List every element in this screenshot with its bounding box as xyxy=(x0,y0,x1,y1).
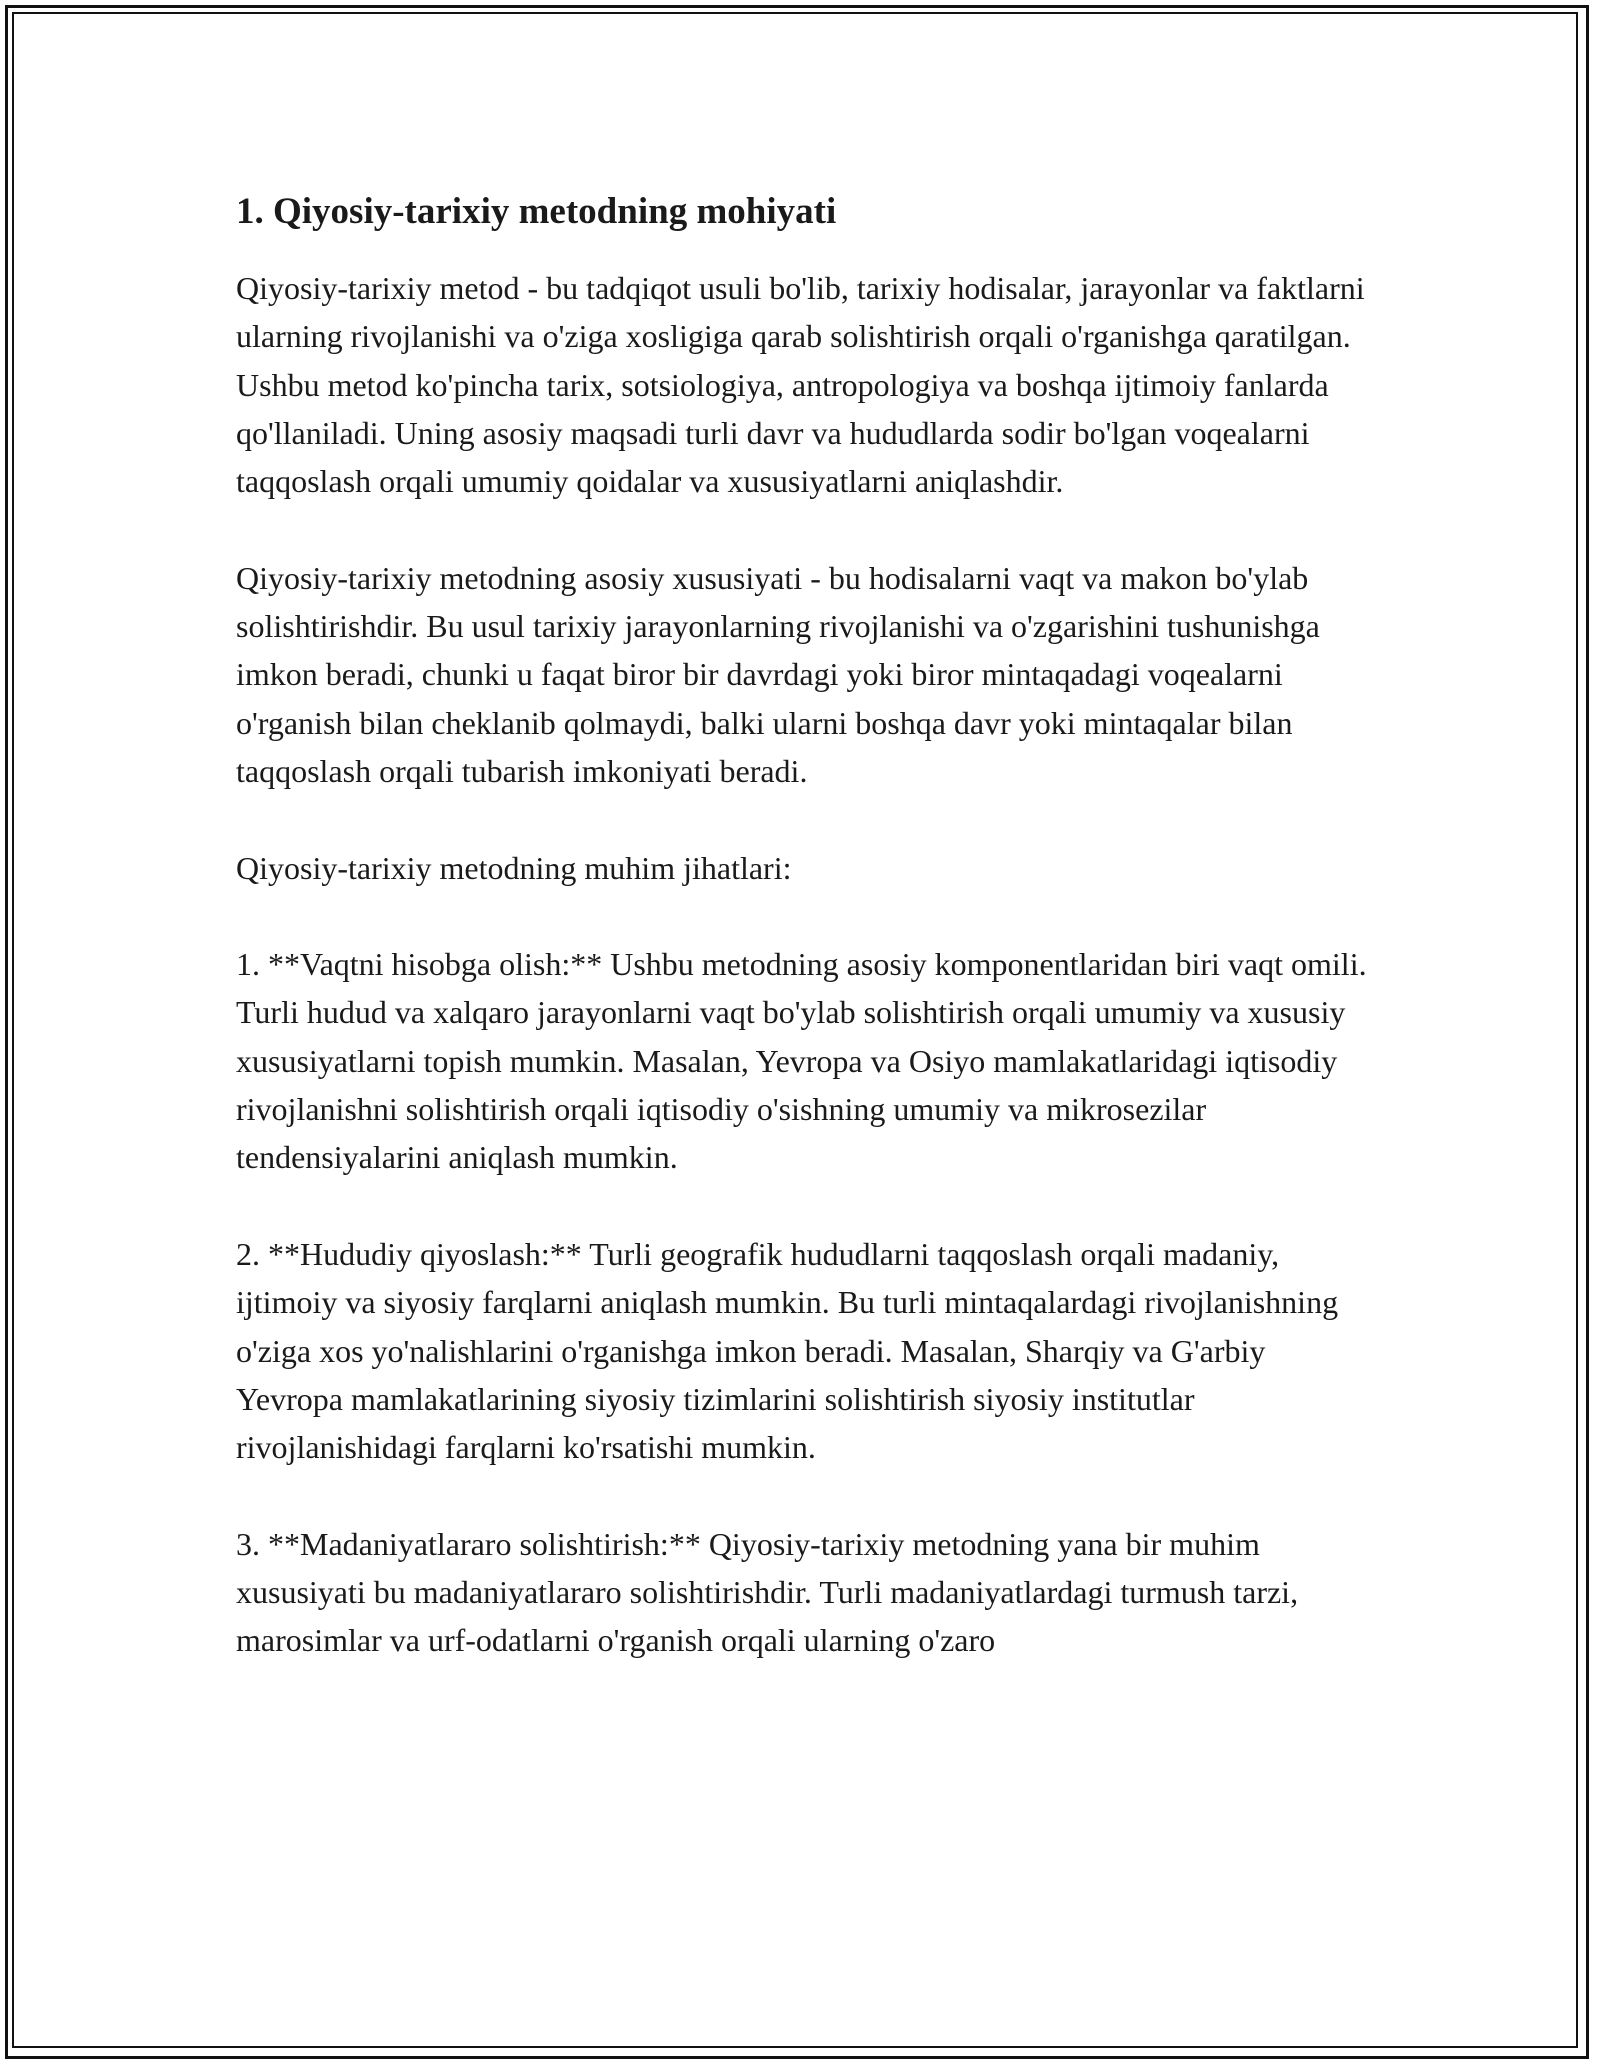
section-title: 1. Qiyosiy-tarixiy metodning mohiyati xyxy=(236,191,837,232)
document-body xyxy=(236,186,1376,1713)
paragraph-intro: Qiyosiy-tarixiy metod - bu tadqiqot usuli bo'lib, tarixiy hodisalar, jarayonlar va faktlarni ularning rivojlanishi va o'ziga xosligiga qarab solishtirish orqali o'rganishga qaratilgan. Ushbu metod ko'pincha tarix, sotsiologiya, antropologiya va boshqa ijtimoiy fanlarda qo'llaniladi. Uning asosiy maqsadi turli davr va hududlarda sodir bo'lgan voqealarni taqqoslash orqali umumiy qoidalar va xususiyatlarni aniqlashdir. xyxy=(236,270,1365,500)
paragraph-aspects-heading: Qiyosiy-tarixiy metodning muhim jihatlari: xyxy=(236,849,792,886)
paragraph-main-feature: Qiyosiy-tarixiy metodning asosiy xususiyati - bu hodisalarni vaqt va makon bo'ylab solishtirishdir. Bu usul tarixiy jarayonlarning rivojlanishi va o'zgarishini tushunishga imkon beradi, chunki u faqat biror bir davrdagi yoki biror mintaqadagi voqealarni o'rganish bilan cheklanib qolmaydi, balki ularni boshqa davr yoki mintaqalar bilan taqqoslash orqali tubarish imkoniyati beradi. xyxy=(236,559,1320,789)
list-item-cultural: 3. **Madaniyatlararo solishtirish:** Qiyosiy-tarixiy metodning yana bir muhim xususiyati bu madaniyatlararo solishtirishdir. Turli madaniyatlardagi turmush tarzi, marosimlar va urf-odatlarni o'rganish orqali ularning o'zaro xyxy=(236,1525,1299,1659)
list-item-regional: 2. **Hududiy qiyoslash:** Turli geografik hududlarni taqqoslash orqali madaniy, ijtimoiy va siyosiy farqlarni aniqlash mumkin. Bu turli mintaqalardagi rivojlanishning o'ziga xos yo'nalishlarini o'rganishga imkon beradi. Masalan, Sharqiy va G'arbiy Yevropa mamlakatlarining siyosiy tizimlarini solishtirish siyosiy institutlar rivojlanishidagi farqlarni ko'rsatishi mumkin. xyxy=(236,1235,1339,1466)
list-item-time: 1. **Vaqtni hisobga olish:** Ushbu metodning asosiy komponentlaridan biri vaqt omili. Turli hudud va xalqaro jarayonlarni vaqt bo'ylab solishtirish orqali umumiy va xususiy xususiyatlarni topish mumkin. Masalan, Yevropa va Osiyo mamlakatlaridagi iqtisodiy rivojlanishni solishtirish orqali iqtisodiy o'sishning umumiy va mikrosezilar tendensiyalarini aniqlash mumkin. xyxy=(236,946,1367,1176)
